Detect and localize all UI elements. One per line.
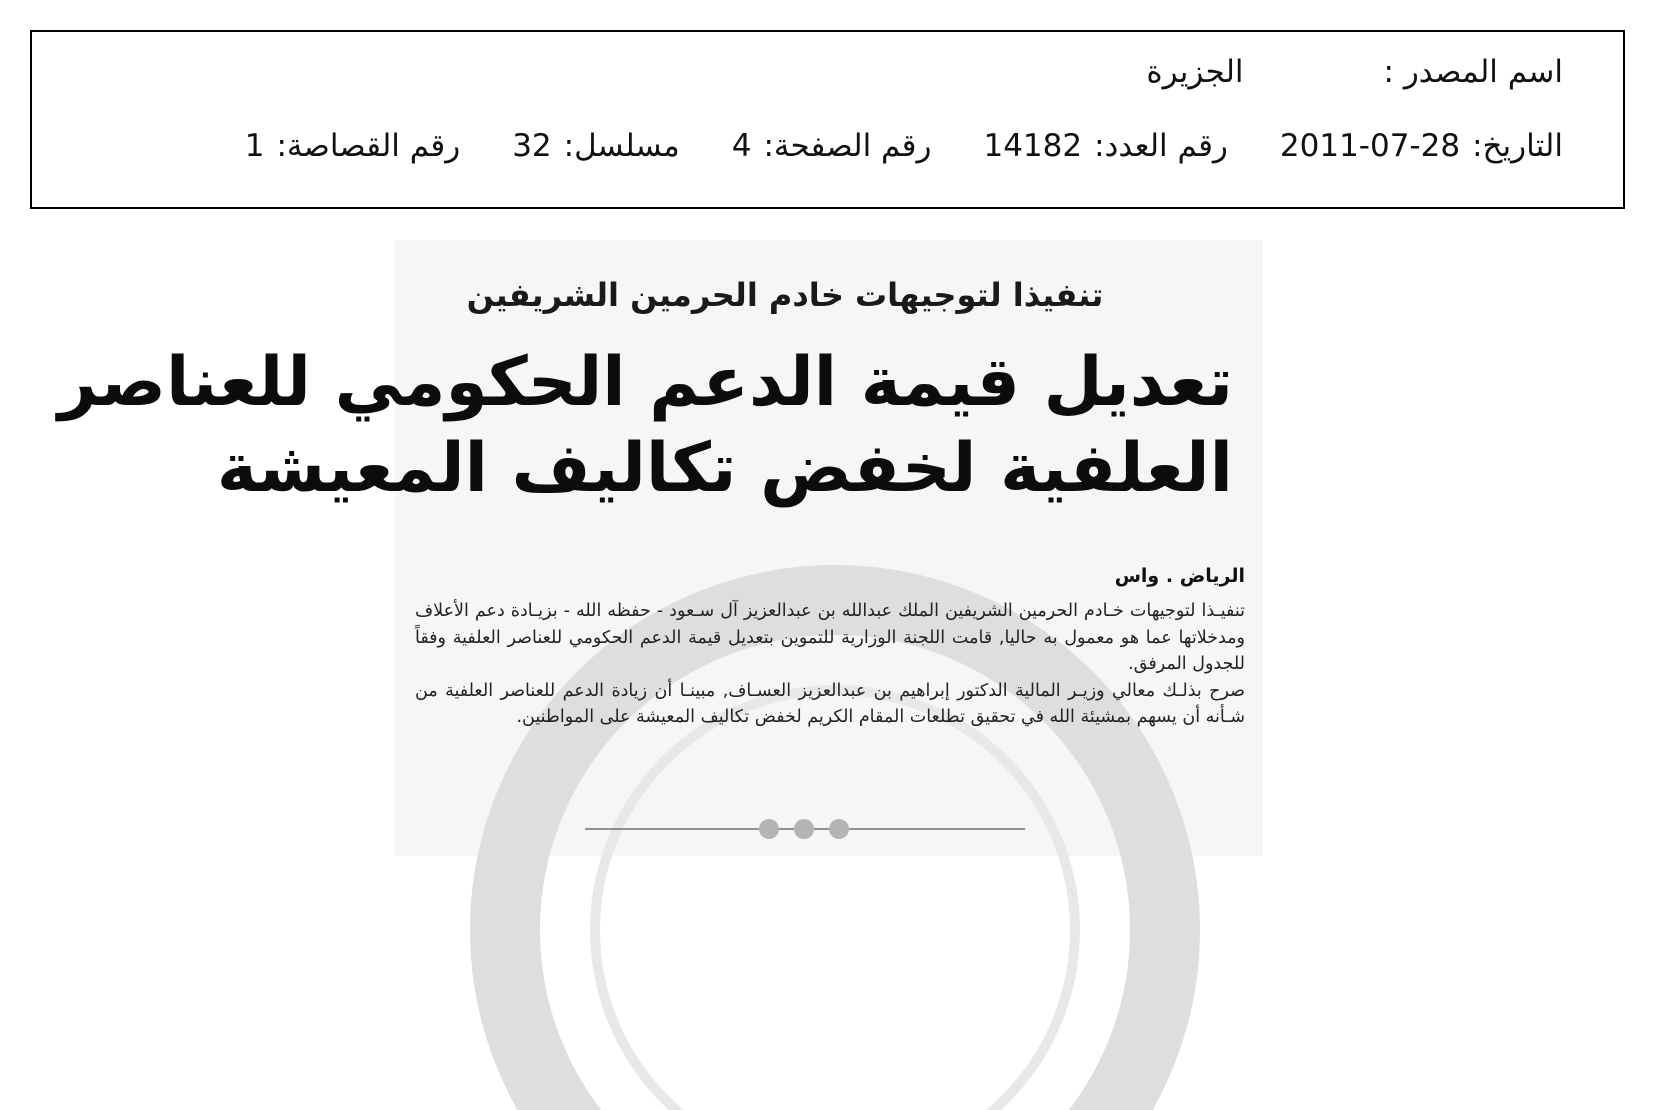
article-headline xyxy=(57,340,1233,512)
serial-value: 32 xyxy=(512,128,552,164)
divider-dot xyxy=(829,819,849,839)
divider-dot xyxy=(759,819,779,839)
source-name-value: الجزيرة xyxy=(1146,54,1244,90)
issue-label: رقم العدد: xyxy=(1094,128,1228,164)
headline-line-1: تعديل قيمة الدعم الحكومي للعناصر xyxy=(57,343,1233,422)
article-body xyxy=(415,598,1245,731)
serial-label: مسلسل: xyxy=(563,128,680,164)
paragraph-2: صرح بذلـك معالي وزيـر المالية الدكتور إبراهيم بن عبدالعزيز العسـاف, مبينـا أن زيادة الدعم للعناصر العلفية من شـأنه أن يسهم بمشيئة الله في تحقيق تطلعات المقام الكريم لخفض تكاليف المعيشة على المواطنين. xyxy=(415,680,1245,727)
article-kicker: تنفيذا لتوجيهات خادم الحرمين الشريفين xyxy=(466,276,1104,314)
article-byline: الرياض . واس xyxy=(1114,565,1245,587)
paragraph-1: تنفيـذا لتوجيهات خـادم الحرمين الشريفين الملك عبدالله بن عبدالعزيز آل سـعود - حفظه الله - بزيـادة دعم الأعلاف ومدخلاتها عما هو معمول به حاليا, قامت اللجنة الوزارية للتموين بتعديل قيمة الدعم الحكومي للعناصر العلفية وفقاً للجدول المرفق. xyxy=(415,601,1245,674)
source-info-box xyxy=(30,30,1625,209)
section-divider xyxy=(585,817,1025,841)
source-name-label: اسم المصدر : xyxy=(1383,54,1563,90)
issue-value: 14182 xyxy=(983,128,1083,164)
clip-value: 1 xyxy=(244,128,265,164)
page-value: 4 xyxy=(731,128,752,164)
headline-line-2: العلفية لخفض تكاليف المعيشة xyxy=(216,429,1233,508)
date-label: التاريخ: xyxy=(1472,128,1563,164)
newspaper-clipping xyxy=(57,240,1263,856)
source-row xyxy=(1146,54,1563,90)
date-value: 2011-07-28 xyxy=(1279,128,1461,164)
publication-details-row xyxy=(245,128,1563,164)
divider-dot xyxy=(794,819,814,839)
page-label: رقم الصفحة: xyxy=(763,128,932,164)
clip-label: رقم القصاصة: xyxy=(276,128,461,164)
